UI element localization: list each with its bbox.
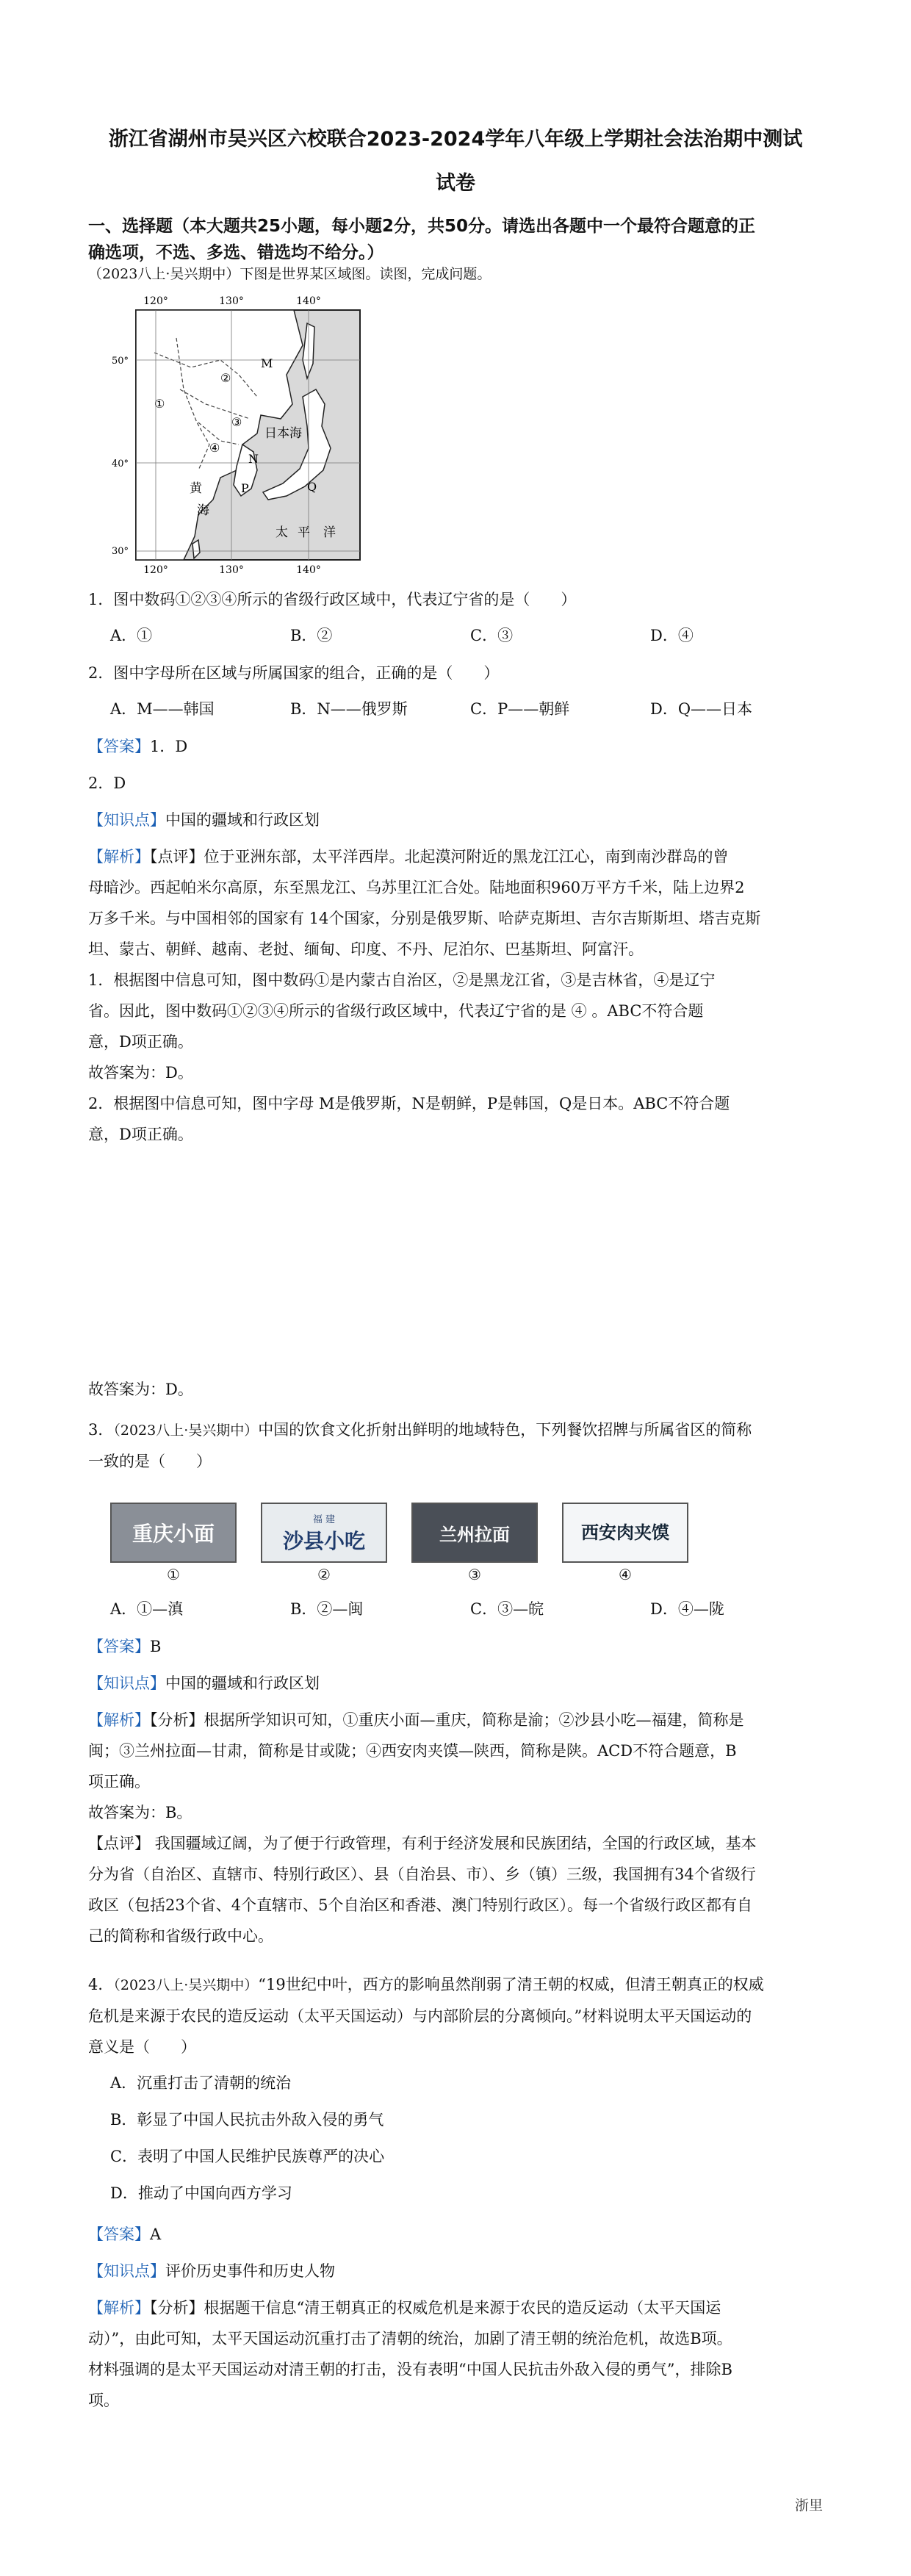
comment-line-4: 坦、蒙古、朝鲜、越南、老挝、缅甸、印度、不丹、尼泊尔、巴基斯坦、阿富汗。 (88, 940, 644, 958)
lon-label-bottom-2: 130° (219, 564, 244, 576)
sign-shaxian (261, 1503, 387, 1563)
lon-label-bottom-1: 120° (143, 564, 168, 576)
q3-source-tag: （2023八上·吴兴期中） (113, 1422, 259, 1439)
sign-lanzhou: 兰州拉面 (411, 1503, 538, 1563)
comment-3-line-1 (88, 1828, 830, 1859)
answer-2-line: 2．D (88, 774, 126, 792)
lon-label-top-2: 130° (219, 295, 244, 307)
map-letter-q: Q (307, 480, 317, 494)
q4-stem-line-1 (88, 1969, 830, 2001)
explanation-1-line-3: 意，D项正确。 (88, 1033, 193, 1051)
question-1-stem: 1．图中数码①②③④所示的省级行政区域中，代表辽宁省的是（ ） (88, 591, 577, 608)
sea-label-pacific-3: 洋 (323, 525, 336, 540)
analysis-4 (88, 2292, 830, 2416)
analysis-4-line-1 (88, 2292, 830, 2323)
restaurant-signs (110, 1503, 698, 1583)
q1-option-a[interactable]: A．① (110, 627, 153, 644)
comment-3-text-1: 我国疆域辽阔，为了便于行政管理，有利于经济发展和民族团结，全国的行政区域，基本 (150, 1835, 757, 1852)
sea-label-huang-2: 海 (197, 503, 209, 518)
answer-1-2 (88, 731, 830, 762)
q3-number: 3． (88, 1421, 114, 1439)
q2-option-d[interactable]: D．Q——日本 (650, 700, 753, 718)
analysis-3-sub: 【分析】 (150, 1711, 204, 1729)
final-answer-2: 故答案为：D。 (88, 1381, 193, 1398)
lat-label-50: 50° (112, 356, 129, 367)
section-heading-line-1: 一、选择题（本大题共25小题，每小题2分，共50分。请选出各题中一个最符合题意的正 (88, 217, 756, 236)
q4-number: 4． (88, 1976, 114, 1993)
comment-3-line-4: 己的简称和省级行政中心。 (88, 1927, 273, 1945)
analysis-1-2 (88, 841, 830, 1150)
answer-4 (88, 2219, 830, 2250)
knowledge-point-4 (88, 2256, 830, 2287)
map-marker-3: ③ (231, 415, 242, 429)
sign-num-3: ③ (468, 1566, 481, 1583)
sea-label-pacific-2: 平 (298, 525, 310, 540)
analysis-3-line-3: 项正确。 (88, 1773, 150, 1791)
page-title (81, 118, 830, 206)
q3-option-c[interactable]: C．③—皖 (470, 1600, 544, 1618)
comment-3-line-3: 政区（包括23个省、4个直辖市、5个自治区和香港、澳门特别行政区）。每一个省级行政区都有自 (88, 1896, 752, 1914)
q3-stem-text-1: 中国的饮食文化折射出鲜明的地域特色，下列餐饮招牌与所属省区的简称 (258, 1421, 752, 1439)
analysis-3 (88, 1705, 830, 1951)
question-4-stem (88, 1969, 830, 2062)
answer-3-tag: 【答案】 (88, 1638, 150, 1655)
title-line-1: 浙江省湖州市吴兴区六校联合2023-2024学年八年级上学期社会法治期中测试 (108, 128, 803, 151)
q4-option-a[interactable]: A．沉重打击了清朝的统治 (110, 2074, 292, 2092)
q4-stem-text-1: “19世纪中叶，西方的影响虽然削弱了清王朝的权威，但清王朝真正的权威 (258, 1976, 764, 1993)
question-4-options (110, 2068, 830, 2215)
q1-option-b[interactable]: B．② (290, 627, 333, 644)
analysis-3-text-1: 根据所学知识可知，①重庆小面—重庆，简称是渝；②沙县小吃—福建，简称是 (204, 1711, 744, 1729)
page-footer: 浙里 (794, 2497, 823, 2514)
map-letter-p: P (241, 481, 249, 495)
intro-text: 下图是世界某区域图。读图，完成问题。 (240, 266, 491, 282)
region-map (110, 294, 382, 577)
sign-num-1: ① (167, 1566, 180, 1583)
sea-label-pacific-1: 太 (276, 525, 288, 540)
answer-tag: 【答案】 (88, 738, 150, 755)
kp-3-text: 中国的疆域和行政区划 (165, 1674, 320, 1692)
sign-num-2: ② (317, 1566, 331, 1583)
map-marker-4: ④ (209, 441, 220, 455)
source-tag: （2023八上·吴兴期中） (88, 266, 240, 282)
q4-option-b[interactable]: B．彰显了中国人民抗击外敌入侵的勇气 (110, 2111, 384, 2129)
lon-label-bottom-3: 140° (296, 564, 321, 576)
comment-line-3: 万多千米。与中国相邻的国家有 14个国家，分别是俄罗斯、哈萨克斯坦、吉尔吉斯斯坦、塔吉克斯 (88, 910, 761, 927)
q4-option-d[interactable]: D．推动了中国向西方学习 (110, 2184, 292, 2202)
kp-3-tag: 【知识点】 (88, 1674, 165, 1692)
question-3-options (110, 1594, 830, 1624)
answer-4-text: A (150, 2226, 162, 2243)
explanation-1-line-4: 故答案为：D。 (88, 1064, 193, 1082)
analysis-3-line-4: 故答案为：B。 (88, 1804, 192, 1821)
lat-label-30: 30° (112, 546, 129, 557)
sea-label-huang-1: 黄 (190, 481, 202, 496)
sign-num-4: ④ (619, 1566, 632, 1583)
q4-stem-line-3: 意义是（ ） (88, 2038, 196, 2056)
analysis-4-text-1: 根据题干信息“清王朝真正的权威危机是来源于农民的造反运动（太平天国运 (204, 2299, 721, 2317)
comment-tag: 【点评】 (150, 848, 204, 866)
sea-label-japan: 日本海 (264, 426, 302, 441)
explanation-1-line-1: 1．根据图中信息可知，图中数码①是内蒙古自治区，②是黑龙江省，③是吉林省，④是辽宁 (88, 971, 716, 989)
lon-label-top-1: 120° (143, 295, 168, 307)
q3-stem-line-1 (88, 1414, 830, 1446)
question-2-stem: 2．图中字母所在区域与所属国家的组合，正确的是（ ） (88, 664, 500, 682)
lon-label-top-3: 140° (296, 295, 321, 307)
map-letter-m: M (261, 356, 273, 370)
comment-text-1: 位于亚洲东部，太平洋西岸。北起漠河附近的黑龙江江心，南到南沙群岛的曾 (204, 848, 729, 866)
knowledge-point-tag: 【知识点】 (88, 811, 165, 829)
explanation-1-line-2: 省。因此，图中数码①②③④所示的省级行政区域中，代表辽宁省的是 ④ 。ABC不符合题 (88, 1002, 704, 1020)
sign-chongqing: 重庆小面 (110, 1503, 237, 1563)
question-2-options (110, 694, 830, 724)
explanation-2-line-1: 2．根据图中信息可知，图中字母 M是俄罗斯，N是朝鲜，P是韩国，Q是日本。ABC不符合题 (88, 1095, 730, 1112)
comment-3-line-2: 分为省（自治区、直辖市、特别行政区）、县（自治县、市）、乡（镇）三级，我国拥有34个省级行 (88, 1866, 756, 1883)
map-marker-2: ② (220, 371, 231, 385)
analysis-tag: 【解析】 (88, 848, 150, 866)
analysis-3-tag: 【解析】 (88, 1711, 150, 1729)
sign-shaxian-small: 福 建 (312, 1514, 336, 1525)
q3-option-b[interactable]: B．②—闽 (290, 1600, 364, 1618)
analysis-4-tag: 【解析】 (88, 2299, 150, 2317)
q4-stem-line-2: 危机是来源于农民的造反运动（太平天国运动）与内部阶层的分离倾向。”材料说明太平天国运动的 (88, 2007, 752, 2025)
explanation-2-line-2: 意，D项正确。 (88, 1126, 193, 1143)
q2-option-b[interactable]: B．N——俄罗斯 (290, 700, 408, 718)
lat-label-40: 40° (112, 458, 129, 469)
map-letter-n: N (248, 452, 259, 466)
q3-option-d[interactable]: D．④—陇 (650, 1600, 724, 1618)
title-line-2: 试卷 (436, 172, 475, 195)
q1-option-d[interactable]: D．④ (650, 627, 694, 644)
comment-line-2: 母暗沙。西起帕米尔高原，东至黑龙江、乌苏里江汇合处。陆地面积960万平方千米，陆上边界2 (88, 879, 745, 896)
analysis-4-sub: 【分析】 (150, 2299, 204, 2317)
analysis-4-line-3: 材料强调的是太平天国运动对清王朝的打击，没有表明“中国人民抗击外敌入侵的勇气”，排除B (88, 2361, 732, 2378)
q2-option-a[interactable]: A．M——韩国 (110, 700, 215, 718)
sign-shaxian-text: 沙县小吃 (282, 1528, 365, 1553)
sign-xian: 西安肉夹馍 (562, 1503, 688, 1563)
q4-source-tag: （2023八上·吴兴期中） (113, 1977, 259, 1993)
knowledge-point-3 (88, 1668, 830, 1699)
answer-3-text: B (150, 1638, 162, 1655)
answer-text-1: 1．D (150, 738, 188, 755)
knowledge-point-1-2 (88, 805, 830, 835)
question-group-intro (88, 259, 830, 289)
analysis-comment-line-1 (88, 841, 830, 872)
analysis-3-line-1 (88, 1705, 830, 1735)
section-heading-line-2: 确选项，不选、多选、错选均不给分。） (88, 243, 384, 262)
comment-3-tag: 【点评】 (88, 1835, 150, 1852)
map-marker-1: ① (154, 397, 165, 411)
question-1-options (110, 621, 830, 650)
question-3-stem (88, 1414, 830, 1477)
answer-3 (88, 1631, 830, 1662)
q3-stem-line-2: 一致的是（ ） (88, 1453, 212, 1470)
analysis-4-line-4: 项。 (88, 2392, 119, 2409)
q2-option-c[interactable]: C．P——朝鲜 (470, 700, 570, 718)
knowledge-point-text: 中国的疆域和行政区划 (165, 811, 320, 829)
analysis-3-line-2: 闽；③兰州拉面—甘肃，简称是甘或陇；④西安肉夹馍—陕西，简称是陕。ACD不符合题意，B (88, 1742, 737, 1760)
analysis-4-line-2: 动）”，由此可知，太平天国运动沉重打击了清朝的统治，加剧了清王朝的统治危机，故选B项。 (88, 2330, 732, 2347)
q4-option-c[interactable]: C．表明了中国人民维护民族尊严的决心 (110, 2148, 385, 2165)
kp-4-tag: 【知识点】 (88, 2262, 165, 2280)
q1-option-c[interactable]: C．③ (470, 627, 514, 644)
answer-4-tag: 【答案】 (88, 2226, 150, 2243)
kp-4-text: 评价历史事件和历史人物 (165, 2262, 335, 2280)
q3-option-a[interactable]: A．①—滇 (110, 1600, 184, 1618)
region-map-svg (110, 294, 382, 577)
